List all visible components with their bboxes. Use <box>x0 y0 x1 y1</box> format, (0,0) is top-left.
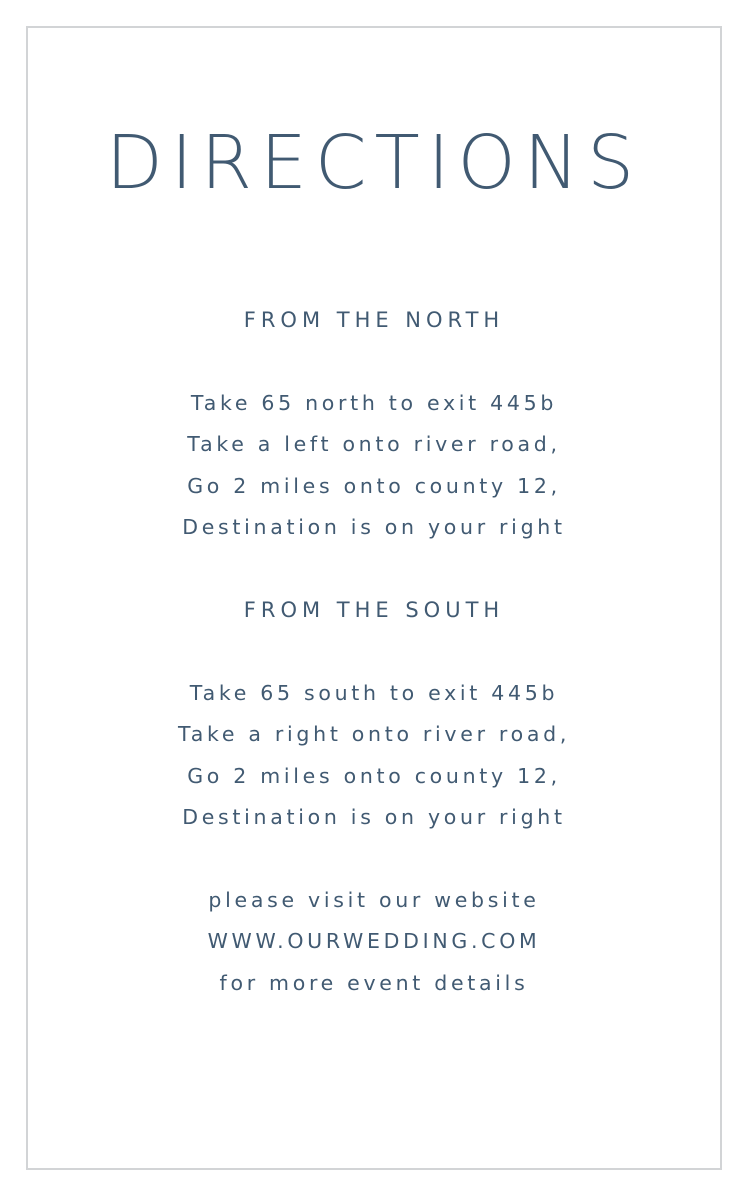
south-line-4: Destination is on your right <box>182 805 566 829</box>
north-line-2: Take a left onto river road, <box>187 432 561 456</box>
south-line-1: Take 65 south to exit 445b <box>189 681 559 705</box>
north-line-3: Go 2 miles onto county 12, <box>187 474 561 498</box>
page-title: DIRECTIONS <box>105 120 643 206</box>
footer-website-url: WWW.OURWEDDING.COM <box>207 929 541 953</box>
north-heading: FROM THE NORTH <box>243 308 505 332</box>
footer-details-text: for more event details <box>219 971 529 995</box>
south-heading: FROM THE SOUTH <box>243 598 505 622</box>
north-line-4: Destination is on your right <box>182 515 566 539</box>
footer-visit-text: please visit our website <box>208 888 540 912</box>
north-line-1: Take 65 north to exit 445b <box>190 391 558 415</box>
south-line-2: Take a right onto river road, <box>177 722 571 746</box>
south-line-3: Go 2 miles onto county 12, <box>187 764 561 788</box>
